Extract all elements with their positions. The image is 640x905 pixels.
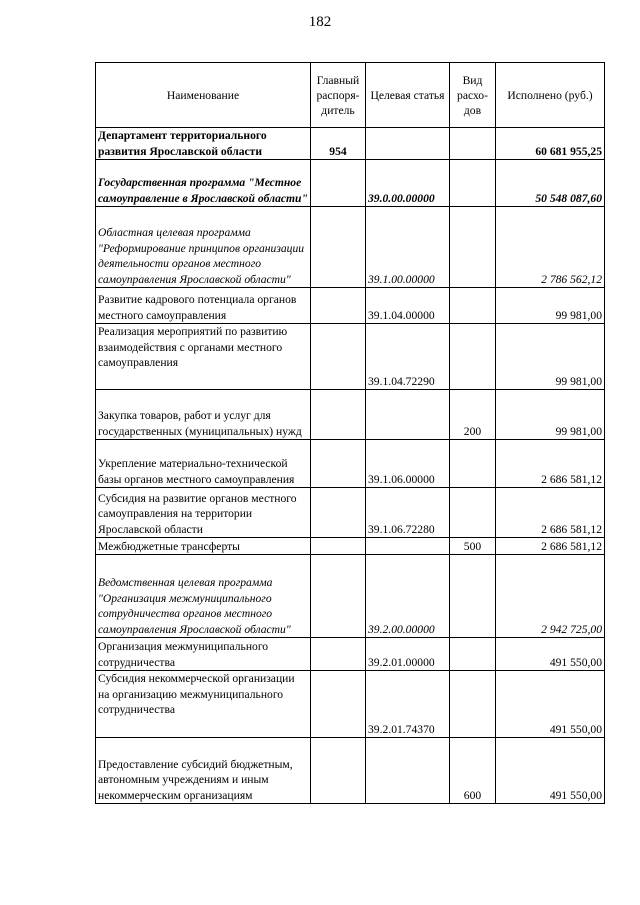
table-row bbox=[96, 128, 605, 160]
cell-kind bbox=[450, 160, 496, 207]
cell-amount: 50 548 087,60 bbox=[496, 160, 605, 207]
cell-chief: 954 bbox=[311, 128, 366, 160]
cell-name: Областная целевая программа "Реформирование принципов организации деятельности органов местного самоуправления Ярославской области" bbox=[96, 207, 311, 288]
cell-chief bbox=[311, 638, 366, 671]
cell-chief bbox=[311, 440, 366, 488]
cell-amount: 99 981,00 bbox=[496, 390, 605, 440]
cell-chief bbox=[311, 390, 366, 440]
cell-chief bbox=[311, 538, 366, 555]
table-row bbox=[96, 390, 605, 440]
cell-name: Предоставление субсидий бюджетным, автономным учреждениям и иным некоммерческим организациям bbox=[96, 738, 311, 804]
cell-kind bbox=[450, 324, 496, 390]
cell-kind: 500 bbox=[450, 538, 496, 555]
cell-name: Ведомственная целевая программа "Организация межмуниципального сотрудничества органов местного самоуправления Ярославской области" bbox=[96, 555, 311, 638]
cell-kind bbox=[450, 671, 496, 738]
cell-kind bbox=[450, 488, 496, 538]
header-executed: Исполнено (руб.) bbox=[496, 63, 605, 128]
cell-chief bbox=[311, 324, 366, 390]
table-header-row bbox=[96, 63, 605, 128]
table-row bbox=[96, 738, 605, 804]
cell-article: 39.2.01.00000 bbox=[366, 638, 450, 671]
cell-amount: 2 686 581,12 bbox=[496, 440, 605, 488]
cell-name: Субсидия на развитие органов местного самоуправления на территории Ярославской области bbox=[96, 488, 311, 538]
cell-chief bbox=[311, 671, 366, 738]
page-number: 182 bbox=[308, 14, 332, 30]
cell-kind bbox=[450, 207, 496, 288]
cell-name: Государственная программа "Местное самоуправление в Ярославской области" bbox=[96, 160, 311, 207]
cell-article: 39.1.04.00000 bbox=[366, 288, 450, 324]
cell-article: 39.2.00.00000 bbox=[366, 555, 450, 638]
cell-kind bbox=[450, 638, 496, 671]
table-row bbox=[96, 160, 605, 207]
cell-article bbox=[366, 738, 450, 804]
table-row bbox=[96, 671, 605, 738]
cell-article: 39.1.00.00000 bbox=[366, 207, 450, 288]
cell-amount: 2 686 581,12 bbox=[496, 538, 605, 555]
cell-chief bbox=[311, 488, 366, 538]
cell-chief bbox=[311, 555, 366, 638]
cell-article bbox=[366, 128, 450, 160]
cell-kind bbox=[450, 555, 496, 638]
table-row bbox=[96, 324, 605, 390]
cell-chief bbox=[311, 160, 366, 207]
table-row bbox=[96, 555, 605, 638]
cell-amount: 2 942 725,00 bbox=[496, 555, 605, 638]
cell-chief bbox=[311, 738, 366, 804]
cell-name: Развитие кадрового потенциала органов местного самоуправления bbox=[96, 288, 311, 324]
cell-amount: 491 550,00 bbox=[496, 671, 605, 738]
cell-article: 39.1.06.00000 bbox=[366, 440, 450, 488]
cell-article: 39.2.01.74370 bbox=[366, 671, 450, 738]
cell-article: 39.1.04.72290 bbox=[366, 324, 450, 390]
cell-article bbox=[366, 538, 450, 555]
cell-amount: 99 981,00 bbox=[496, 324, 605, 390]
cell-name: Департамент территориального развития Ярославской области bbox=[96, 128, 311, 160]
cell-article: 39.0.00.00000 bbox=[366, 160, 450, 207]
table-row bbox=[96, 638, 605, 671]
table-row bbox=[96, 288, 605, 324]
cell-kind bbox=[450, 440, 496, 488]
table-row bbox=[96, 488, 605, 538]
header-name: Наименование bbox=[96, 63, 311, 128]
cell-amount: 491 550,00 bbox=[496, 638, 605, 671]
cell-amount: 491 550,00 bbox=[496, 738, 605, 804]
cell-name: Межбюджетные трансферты bbox=[96, 538, 311, 555]
cell-article bbox=[366, 390, 450, 440]
cell-name: Закупка товаров, работ и услуг для государственных (муниципальных) нужд bbox=[96, 390, 311, 440]
cell-chief bbox=[311, 288, 366, 324]
cell-name: Укрепление материально-технической базы органов местного самоуправления bbox=[96, 440, 311, 488]
cell-name: Субсидия некоммерческой организации на организацию межмуниципального сотрудничества bbox=[96, 671, 311, 738]
cell-kind: 600 bbox=[450, 738, 496, 804]
cell-chief bbox=[311, 207, 366, 288]
cell-amount: 2 686 581,12 bbox=[496, 488, 605, 538]
header-article: Целевая статья bbox=[366, 63, 450, 128]
cell-kind bbox=[450, 288, 496, 324]
cell-amount: 2 786 562,12 bbox=[496, 207, 605, 288]
cell-article: 39.1.06.72280 bbox=[366, 488, 450, 538]
table-row bbox=[96, 207, 605, 288]
budget-table bbox=[95, 62, 605, 804]
cell-name: Реализация мероприятий по развитию взаимодействия с органами местного самоуправления bbox=[96, 324, 311, 390]
cell-amount: 60 681 955,25 bbox=[496, 128, 605, 160]
cell-kind bbox=[450, 128, 496, 160]
cell-kind: 200 bbox=[450, 390, 496, 440]
header-kind: Вид расхо-дов bbox=[450, 63, 496, 128]
table-row bbox=[96, 538, 605, 555]
cell-name: Организация межмуниципального сотрудничества bbox=[96, 638, 311, 671]
header-chief: Главный распоря-дитель bbox=[311, 63, 366, 128]
cell-amount: 99 981,00 bbox=[496, 288, 605, 324]
table-row bbox=[96, 440, 605, 488]
